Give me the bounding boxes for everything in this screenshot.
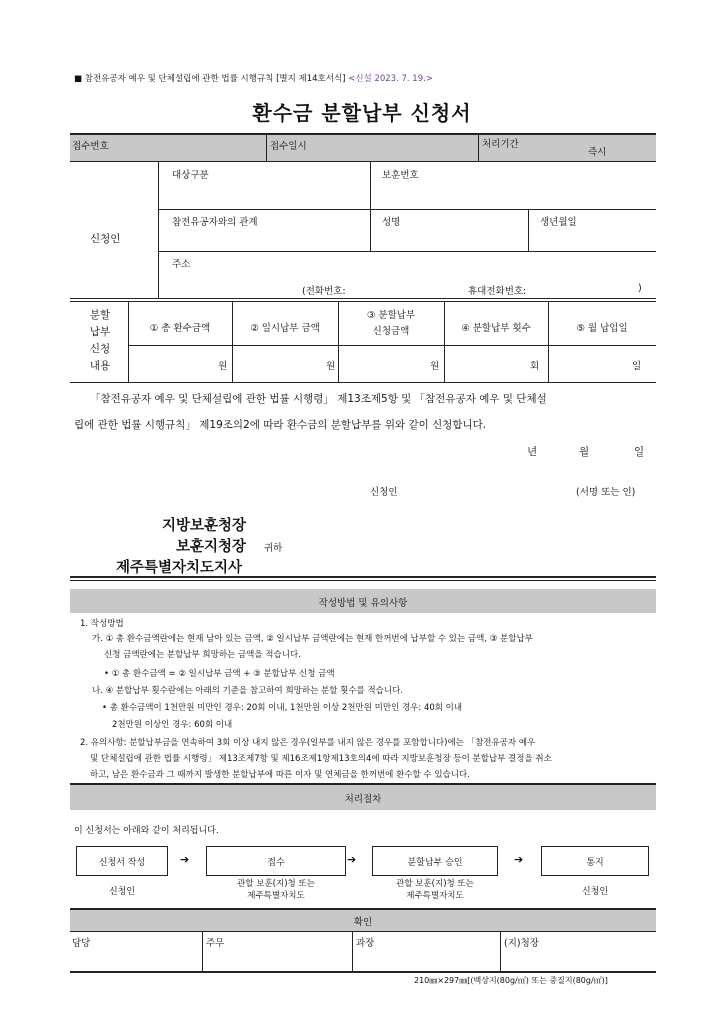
page-title: 환수금 분할납부 신청서 [252,101,472,125]
step-notify-label: 통지 [586,858,604,868]
instruction-10: 하고, 남은 환수금과 그 때까지 발생한 분할납부에 따른 이자 및 연체금을 한꺼번에 환수할 수 있습니다. [90,770,470,780]
step1-actor: 신청인 [108,887,136,897]
payment-day-unit: 일 [632,361,642,372]
installment-section-label [72,307,128,375]
applicant-section-label: 신청인 [90,233,121,245]
revision-note: <신설 2023. 7. 19.> [348,74,433,84]
total-amount-unit: 원 [218,361,228,372]
instruction-1: 1. 작성방법 [80,619,124,629]
installment-amount-label [338,308,444,340]
step4-actor: 신청인 [581,887,609,897]
instruction-7: 2천만원 이상인 경우: 60회 이내 [112,720,233,730]
statement-line2: 립에 관한 법률 시행규칙」 제19조의2에 따라 환수금의 분할납부를 위와 같이 신청합니다. [74,419,487,431]
paper-size-note: 210㎜×297㎜[(백상지(80g/㎡) 또는 중질지(80g/㎡)] [414,976,608,985]
instruction-4: • ① 총 환수금액 = ② 일시납부 금액 + ③ 분할납부 신청 금액 [104,669,335,679]
monthly-payment-day-label: ⑤ 월 납입일 [576,323,628,334]
reception-date-label: 접수일시 [270,141,307,152]
instruction-6: • 총 환수금액이 1천만원 미만인 경우: 20회 이내, 1천만원 이상 2천만원 미만인 경우: 40회 이내 [102,703,463,713]
step3-actor-line2: 제주특별자치도 [406,891,464,901]
step-write-form-label: 신청서 작성 [98,858,146,868]
confirm-staff-label: 담당 [72,938,91,949]
instructions-heading: 작성방법 및 유의사항 [318,598,408,609]
installment-amount-unit: 원 [430,361,440,372]
processing-period-label: 처리기간 [482,139,519,150]
step2-actor [206,878,346,902]
mobile-label: 휴대전화번호: [468,286,527,297]
step2-actor-line2: 제주특별자치도 [247,891,305,901]
step3-actor-line1: 관할 보훈(지)청 또는 [396,879,474,889]
confirm-director-label: (지)청장 [504,938,539,949]
confirm-manager-label: 과장 [356,938,375,949]
installment-count-unit: 회 [530,361,540,372]
form-reference [74,72,433,84]
instruction-2: 가. ① 총 환수금액란에는 현재 남아 있는 금액, ② 일시납부 금액란에는 현재 한꺼번에 납부할 수 있는 금액, ③ 분할납부 [92,634,533,644]
installment-amount-label-line1: ③ 분할납부 [366,310,416,321]
reception-number-label: 접수번호 [72,141,109,152]
instruction-3: 신청 금액란에는 분할납부 희망하는 금액을 적습니다. [104,650,301,660]
reward-number-label: 보훈번호 [382,170,419,181]
reception-bar [70,133,656,161]
step-notify [541,846,649,876]
signature-hint: (서명 또는 인) [576,487,636,498]
step-receive-label: 접수 [267,858,285,868]
recipient-suffix: 귀하 [264,543,283,554]
statement-line1: 「참전유공자 예우 및 단체설립에 관한 법률 시행령」 제13조제5항 및 「참전유공자 예우 및 단체설 [90,393,547,405]
date-month-label: 월 [579,446,590,458]
date-year-label: 년 [527,446,538,458]
date-day-label: 일 [634,446,645,458]
procedure-intro: 이 신청서는 아래와 같이 처리됩니다. [74,826,219,836]
processing-period-value: 즉시 [588,147,607,158]
relation-label: 참전유공자와의 관계 [172,217,258,228]
form-reference-text: ■ 참전유공자 예우 및 단체설립에 관한 법률 시행규칙 [별지 제14호서식] [74,74,346,84]
recipient-branch-office: 보훈지청장 [176,539,247,555]
installment-count-label: ④ 분할납부 횟수 [461,323,531,334]
arrow-icon: ➔ [347,853,357,866]
confirm-heading: 확인 [353,917,373,928]
arrow-icon: ➔ [514,853,524,866]
installment-label-line2: 납부 [89,326,111,338]
instruction-8: 2. 유의사항: 분할납부금을 연속하여 3회 이상 내지 않은 경우(일부를 내지 않은 경우를 포함합니다)에는 「참전유공자 예우 [80,738,536,748]
step3-actor [372,878,498,902]
step-approve-label: 분할납부 승인 [407,858,463,868]
confirm-chief-clerk-label: 주무 [206,938,225,949]
name-label: 성명 [382,217,401,228]
step2-actor-line1: 관할 보훈(지)청 또는 [237,879,315,889]
target-type-label: 대상구분 [172,170,209,181]
close-paren: ) [638,283,642,294]
recipient-regional-office: 지방보훈청장 [162,518,247,534]
step-receive [206,846,346,876]
phone-label: (전화번호: [302,286,346,297]
lump-sum-unit: 원 [326,361,336,372]
step-approve [372,846,498,876]
procedure-heading: 처리절차 [344,794,382,805]
step-write-form [76,846,168,876]
recipient-jeju-governor: 제주특별자치도지사 [116,560,243,576]
installment-label-line4: 내용 [89,360,111,372]
address-label: 주소 [172,259,191,270]
installment-label-line3: 신청 [89,343,111,355]
birthdate-label: 생년월일 [540,217,577,228]
instruction-9: 및 단체설립에 관한 법률 시행령」 제13조제7항 및 제16조제1항제13호의4에 따라 지방보훈청장 등이 분할납부 결정을 취소 [90,754,552,764]
installment-amount-label-line2: 신청금액 [372,326,410,337]
installment-label-line1: 분할 [89,309,111,321]
instruction-5: 나. ④ 분할납부 횟수란에는 아래의 기준을 참고하여 희망하는 분할 횟수를 적습니다. [92,686,404,696]
lump-sum-label: ② 일시납부 금액 [250,323,320,334]
signer-label: 신청인 [370,487,398,498]
arrow-icon: ➔ [180,853,190,866]
total-amount-label: ① 총 환수금액 [149,323,211,334]
